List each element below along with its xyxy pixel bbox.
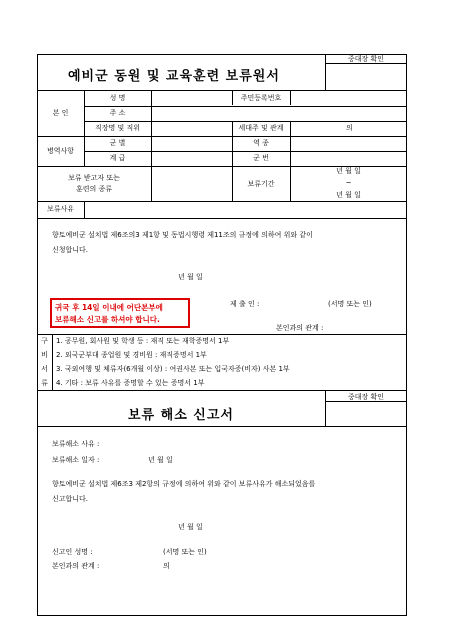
row-line — [84, 121, 407, 122]
col-line — [151, 166, 152, 201]
reporter-sign-label: (서명 또는 인) — [163, 548, 207, 556]
period-from: 년 월 일 — [336, 167, 361, 175]
confirm2-label: 중대장 확인 — [347, 393, 385, 401]
row-line — [84, 151, 407, 152]
col-line — [290, 90, 291, 105]
postpone-type-label-1: 보류 받고자 또는 — [68, 174, 120, 182]
workplace-label: 직장명 및 직위 — [94, 124, 141, 132]
col-line — [290, 121, 291, 166]
statement-line-2: 신청합니다. — [52, 246, 89, 254]
row-line — [37, 201, 407, 202]
row-line — [37, 218, 407, 219]
section-divider — [37, 390, 407, 391]
docs-label-2: 서 — [41, 365, 48, 373]
row-line — [84, 106, 407, 107]
report-statement-1: 향토예비군 설치법 제6조3 제2항의 규정에 의하여 위와 같이 보류사유가 해소되었음를 — [52, 480, 316, 488]
doc-item: 2. 외국군부대 종업원 및 경비원 : 재직증명서 1부 — [56, 351, 207, 359]
branch-label: 군 별 — [109, 139, 126, 147]
duty-label: 역 종 — [253, 139, 269, 147]
col-line — [52, 334, 53, 390]
row-line — [37, 90, 407, 91]
household-label: 세대주 및 관계 — [238, 124, 284, 132]
applicant-label: 제 출 인 : — [230, 300, 260, 308]
reason-label: 보류사유 — [46, 205, 75, 213]
person-group-label: 본 인 — [52, 109, 69, 117]
reporter-name-label: 신고인 성명 : — [52, 548, 93, 556]
col-line — [151, 90, 152, 166]
period-to: 년 월 일 — [336, 191, 361, 199]
statement-line-1: 향토예비군 설치법 제6조의3 제1항 및 동법시행령 제11조의 규정에 의하여 위와 같이 — [52, 231, 313, 239]
doc-item: 3. 국외여행 및 체류자(6개월 이상) : 여권사본 또는 입국자증(비자) 사본 1부 — [56, 365, 290, 373]
reporter-relation-label: 본인과의 관계 : — [52, 562, 100, 570]
row-line — [37, 334, 407, 335]
docs-label-0: 구 — [41, 337, 48, 345]
docs-label-3: 류 — [41, 379, 48, 387]
resident-no-label: 주민등록번호 — [240, 94, 282, 102]
col-line — [84, 201, 85, 218]
confirm-label: 중대장 확인 — [347, 55, 385, 63]
doc-item: 4. 기타 : 보류 사유를 증명할 수 있는 증명서 1부 — [56, 379, 205, 387]
row-line — [37, 426, 407, 427]
report-date-value: 년 월 일 — [148, 456, 173, 464]
relation-suffix: 의 — [346, 124, 353, 132]
doc-item: 1. 공무원, 회사원 및 학생 등 : 재직 또는 재학증명서 1부 — [56, 337, 230, 345]
military-group-label: 병역사항 — [46, 147, 75, 155]
reporter-relation-suffix: 의 — [163, 562, 170, 570]
postpone-type-label-2: 훈련의 종류 — [75, 185, 113, 193]
application-date: 년 월 일 — [178, 273, 203, 281]
report-reason-label: 보류해소 사유 : — [52, 440, 100, 448]
applicant-relation-label: 본인과의 관계 : — [276, 324, 324, 332]
name-label: 성 명 — [109, 94, 126, 102]
serial-label: 군 번 — [253, 154, 269, 162]
applicant-sign-label: (서명 또는 인) — [328, 300, 372, 308]
rank-label: 계 급 — [109, 154, 126, 162]
period-label: 보류기간 — [247, 180, 275, 188]
warning-box — [50, 298, 190, 328]
report-title: 보류 해소 신고서 — [128, 408, 234, 423]
period-tilde: ~ — [345, 179, 352, 187]
warning-line-1: 귀국 후 14일 이내에 어단본부에 — [55, 303, 163, 312]
warning-line-2: 보류해소 신고를 하셔야 합니다. — [55, 315, 160, 324]
address-label: 주 소 — [109, 109, 126, 117]
form-title: 예비군 동원 및 교육훈련 보류원서 — [68, 69, 280, 84]
report-date-label: 보류해소 일자 : — [52, 456, 100, 464]
report-statement-2: 신고합니다. — [52, 495, 89, 503]
docs-label-1: 비 — [41, 351, 48, 359]
row-line — [37, 136, 407, 137]
report-date: 년 월 일 — [178, 523, 203, 531]
